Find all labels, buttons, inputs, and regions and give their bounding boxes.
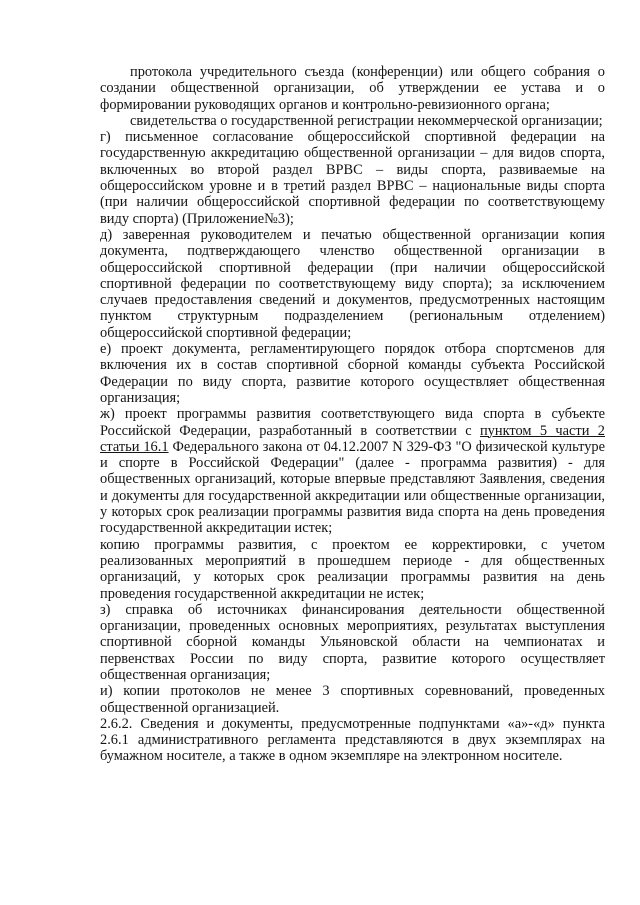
paragraph-i: и) копии протоколов не менее 3 спортивных соревнований, проведенных общественной организацией. (100, 683, 605, 716)
law-article-link[interactable]: пунктом 5 части 2 статьи 16.1 (100, 422, 605, 455)
paragraph-2-6-2: 2.6.2. Сведения и документы, предусмотренные подпунктами «а»-«д» пункта 2.6.1 административного регламента представляются в двух экземплярах на бумажном носителе, а также в одном экземпляре на электронном носителе. (100, 715, 605, 765)
paragraph-e: е) проект документа, регламентирующего порядок отбора спортсменов для включения их в состав спортивной сборной команды субъекта Российской Федерации по виду спорта, развитие которого осуществляет общественная организация; (100, 341, 605, 406)
paragraph-zh-text-before: ж) проект программы развития соответствующего вида спорта в субъекте Российской Федерации, разработанный в соответствии с (100, 406, 605, 439)
paragraph-d: д) заверенная руководителем и печатью общественной организации копия документа, подтверждающего членство общественной организации в общероссийской спортивной федерации (при наличии общероссийской спортивной федерации по соответствующему виду спорта); за исключением случаев предоставления сведений и документов, предусмотренных настоящим пунктом структурным подразделением (региональным отделением) общероссийской спортивной федерации; (100, 226, 605, 341)
document-body (100, 64, 605, 765)
paragraph-z: з) справка об источниках финансирования деятельности общественной организации, проведенных основных мероприятиях, результатах выступления спортивной сборной команды Ульяновской области на чемпионатах и первенствах России по виду спорта, развитие которого осуществляет общественная организация; (100, 601, 605, 683)
paragraph-registration-certificate: свидетельства о государственной регистрации некоммерческой организации; (130, 112, 603, 129)
paragraph-zh-text-after: Федерального закона от 04.12.2007 N 329-ФЗ "О физической культуре и спорте в Российской Федерации" (далее - программа развития) - для общественных организаций, которые впервые представляют Заявления, сведения и документы для государственной аккредитации или общественные организации, у которых срок реализации программы развития вида спорта на день проведения государственной аккредитации истек; (100, 438, 606, 537)
paragraph-zh (100, 406, 605, 536)
paragraph-program-copy: копию программы развития, с проектом ее корректировки, с учетом реализованных мероприятий в прошедшем периоде - для общественных организаций, у которых срок реализации программы развития на день проведения государственной аккредитации не истек; (100, 536, 605, 602)
paragraph-founding-protocol: протокола учредительного съезда (конференции) или общего собрания о создании общественной организации, об утверждении ее устава и о формировании руководящих органов и контрольно-ревизионного органа; (100, 64, 605, 113)
paragraph-g: г) письменное согласование общероссийской спортивной федерации на государственную аккредитацию общественной организации – для видов спорта, включенных во второй раздел ВРВС – виды спорта, развиваемые на общероссийском уровне и в третий раздел ВРВС – национальные виды спорта (при наличии общероссийской спортивной федерации по соответствующему виду спорта) (Приложение№3); (100, 129, 605, 227)
